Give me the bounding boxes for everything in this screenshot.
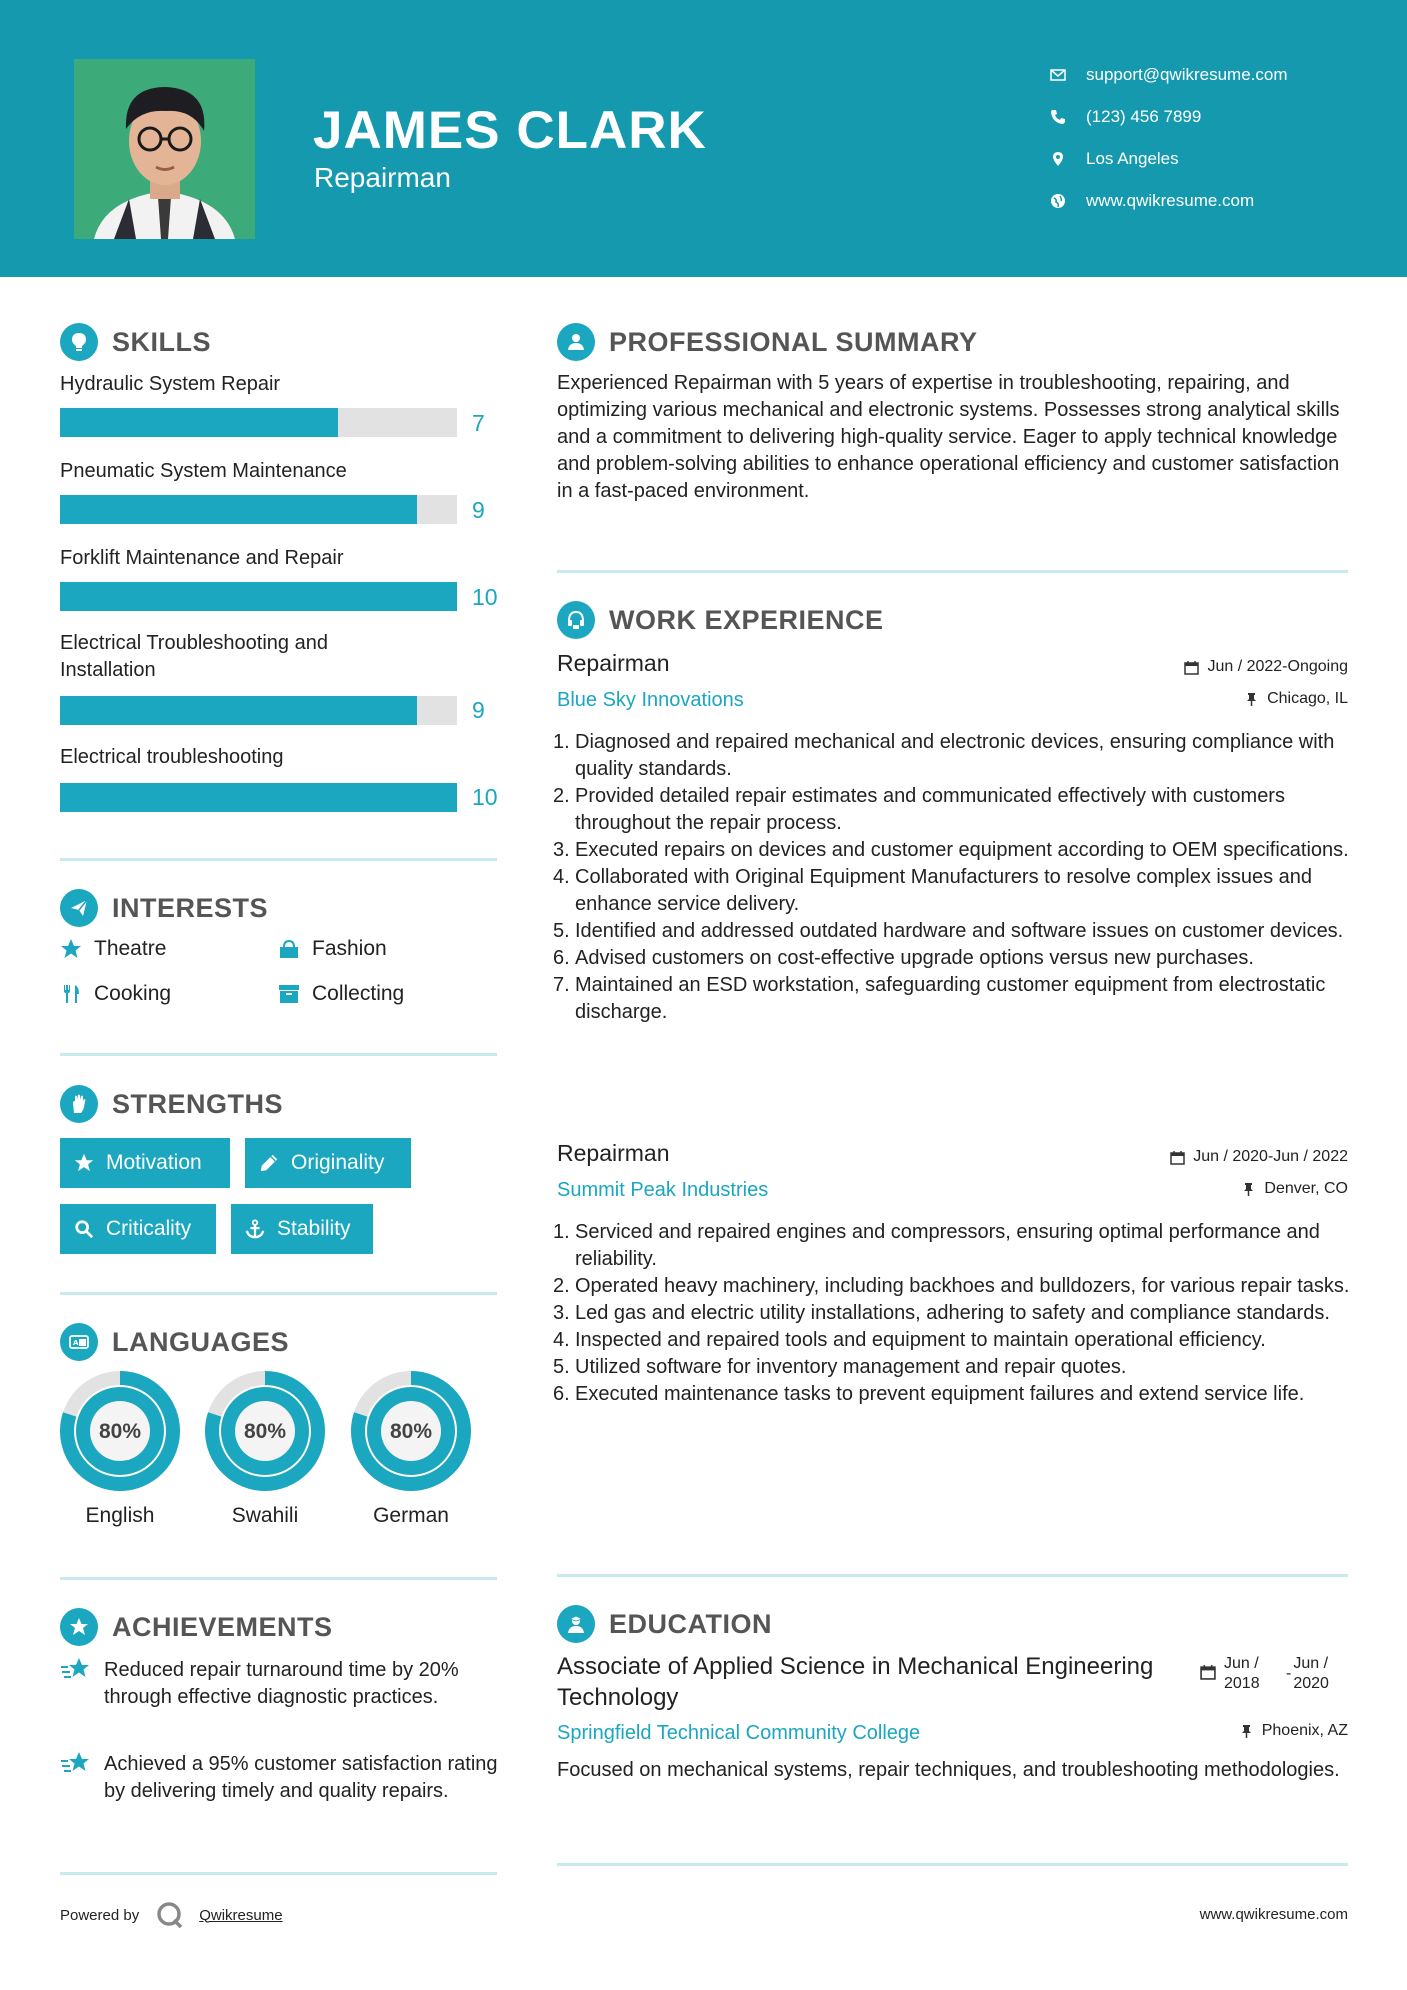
star-icon — [60, 938, 82, 960]
strengths-heading — [60, 1085, 283, 1123]
language-percent: 80% — [98, 1420, 142, 1443]
job-dates — [1170, 1148, 1348, 1166]
job-location-text: Denver, CO — [1264, 1180, 1348, 1197]
language-percent: 80% — [243, 1420, 287, 1443]
cutlery-icon — [60, 983, 82, 1005]
job-dates — [1184, 658, 1348, 676]
skill-bar-fill — [60, 582, 457, 611]
education-location-text: Phoenix, AZ — [1261, 1722, 1348, 1739]
interest-label: Collecting — [312, 982, 405, 1005]
language-item — [350, 1370, 472, 1528]
powered-by-text: Powered by — [60, 1906, 140, 1924]
summary-heading — [557, 323, 978, 361]
map-pin-icon — [1050, 151, 1086, 167]
strength-label: Criticality — [106, 1217, 192, 1240]
duty-item: Led gas and electric utility installations, adhering to safety and compliance standards. — [575, 1302, 1330, 1324]
pushpin-icon — [1241, 1182, 1256, 1197]
education-heading-text: EDUCATION — [609, 1608, 772, 1639]
education-dates — [1200, 1654, 1355, 1694]
pencil-icon — [259, 1153, 279, 1173]
shooting-star-icon — [60, 1655, 92, 1685]
language-item — [204, 1370, 326, 1528]
work-heading-text: WORK EXPERIENCE — [609, 604, 884, 635]
skill-name: Electrical troubleshooting — [60, 746, 284, 768]
pushpin-icon — [1239, 1724, 1254, 1739]
award-star-icon — [60, 1608, 98, 1646]
strength-tag — [60, 1204, 216, 1254]
footer-powered-by — [60, 1900, 283, 1930]
job-dates-text: Jun / 2022-Ongoing — [1207, 658, 1348, 675]
strength-label: Motivation — [106, 1151, 202, 1174]
languages-heading-text: LANGUAGES — [112, 1326, 290, 1357]
skill-value: 9 — [472, 697, 485, 723]
paper-plane-icon — [60, 889, 98, 927]
skill-name: Electrical Troubleshooting and Installation — [60, 632, 328, 681]
skill-bar — [60, 696, 457, 725]
contact-location — [1050, 138, 1380, 180]
strengths-heading-text: STRENGTHS — [112, 1088, 284, 1119]
calendar-icon — [1170, 1150, 1185, 1165]
contact-website[interactable] — [1050, 180, 1380, 222]
star-icon — [74, 1153, 94, 1173]
interest-item — [278, 937, 387, 961]
section-divider — [557, 1574, 1348, 1577]
skill-bar-fill — [60, 783, 457, 812]
candidate-name: JAMES CLARK — [313, 101, 707, 160]
job-title: Repairman — [557, 650, 670, 676]
duty-item: Advised customers on cost-effective upgrade options versus new purchases. — [575, 947, 1254, 969]
skill-bar-fill — [60, 408, 338, 437]
qwikresume-link[interactable]: Qwikresume — [199, 1906, 283, 1924]
skill-bar — [60, 495, 457, 524]
duty-item: Provided detailed repair estimates and communicated effectively with customers throughout the repair process. — [575, 785, 1285, 834]
skill-bar-fill — [60, 696, 417, 725]
duty-item: Collaborated with Original Equipment Manufacturers to resolve complex issues and enhance service delivery. — [575, 866, 1313, 915]
education-start: Jun / 2018 — [1224, 1655, 1260, 1692]
anchor-icon — [245, 1219, 265, 1239]
candidate-title: Repairman — [314, 162, 451, 193]
job-location-text: Chicago, IL — [1267, 690, 1348, 707]
education-description: Focused on mechanical systems, repair techniques, and troubleshooting methodologies. — [557, 1759, 1340, 1781]
hand-icon — [60, 1085, 98, 1123]
language-name: German — [373, 1504, 449, 1527]
job-company: Summit Peak Industries — [557, 1179, 769, 1201]
duty-item: Utilized software for inventory management and repair quotes. — [575, 1356, 1127, 1378]
calendar-icon — [1184, 660, 1199, 675]
achievements-heading — [60, 1608, 333, 1646]
language-ring — [204, 1370, 326, 1492]
language-name: English — [85, 1504, 155, 1527]
language-ring — [59, 1370, 181, 1492]
lightbulb-icon — [60, 323, 98, 361]
section-divider — [60, 1292, 497, 1295]
interest-item — [278, 982, 404, 1006]
skill-bar — [60, 408, 457, 437]
skill-bar-fill — [60, 495, 417, 524]
skill-bar — [60, 783, 457, 812]
achievement-item — [60, 1751, 500, 1805]
language-percent: 80% — [389, 1420, 433, 1443]
job-title: Repairman — [557, 1140, 670, 1166]
education-degree: Associate of Applied Science in Mechanical Engineering Technology — [557, 1653, 1154, 1711]
languages-heading — [60, 1323, 289, 1361]
skill-name: Forklift Maintenance and Repair — [60, 547, 344, 569]
interests-heading — [60, 889, 268, 927]
contact-email-text: support@qwikresume.com — [1086, 65, 1288, 84]
job-location — [1241, 1180, 1348, 1198]
skill-bar — [60, 582, 457, 611]
duty-item: Diagnosed and repaired mechanical and electronic devices, ensuring compliance with quality standards. — [575, 731, 1335, 780]
achievement-item — [60, 1657, 500, 1711]
section-divider — [60, 1577, 497, 1580]
contact-website-text: www.qwikresume.com — [1086, 191, 1255, 210]
user-icon — [557, 323, 595, 361]
summary-text: Experienced Repairman with 5 years of expertise in troubleshooting, repairing, and optimizing various mechanical and electronic systems. Possesses strong analytical skills and a commitment to delivering high-quality service. Eager to apply technical knowledge and problem-solving abilities to enhance operational efficiency and customer satisfaction in a fast-paced environment. — [557, 372, 1340, 502]
section-divider — [60, 858, 497, 861]
shopping-bag-icon — [278, 938, 300, 960]
language-ring — [350, 1370, 472, 1492]
resume-header — [0, 0, 1407, 277]
skill-value: 10 — [472, 584, 498, 610]
work-heading — [557, 601, 884, 639]
achievement-text: Achieved a 95% customer satisfaction rating by delivering timely and quality repairs. — [104, 1753, 498, 1802]
duty-item: Serviced and repaired engines and compressors, ensuring optimal performance and reliability. — [575, 1221, 1320, 1270]
profile-photo — [74, 59, 255, 239]
phone-icon — [1050, 109, 1086, 125]
calendar-icon — [1200, 1664, 1216, 1680]
interest-label: Fashion — [312, 937, 387, 960]
strength-label: Stability — [277, 1217, 351, 1240]
pushpin-icon — [1244, 692, 1259, 707]
duty-item: Maintained an ESD workstation, safeguarding customer equipment from electrostatic discharge. — [575, 974, 1326, 1023]
skill-value: 10 — [472, 784, 498, 810]
skill-name: Hydraulic System Repair — [60, 373, 281, 395]
svg-text:A: A — [73, 1339, 79, 1347]
language-name: Swahili — [231, 1504, 299, 1527]
achievement-text: Reduced repair turnaround time by 20% through effective diagnostic practices. — [104, 1659, 459, 1708]
duty-item: Executed maintenance tasks to prevent equipment failures and extend service life. — [575, 1383, 1305, 1405]
interest-label: Cooking — [94, 982, 172, 1005]
profile-photo-illustration — [74, 59, 255, 239]
summary-heading-text: PROFESSIONAL SUMMARY — [609, 326, 978, 357]
duty-item: Operated heavy machinery, including backhoes and bulldozers, for various repair tasks. — [575, 1275, 1350, 1297]
skill-name: Pneumatic System Maintenance — [60, 460, 347, 482]
shooting-star-icon — [60, 1749, 92, 1779]
envelope-icon — [1050, 67, 1086, 83]
duty-item: Identified and addressed outdated hardware and software issues on customer devices. — [575, 920, 1344, 942]
education-location — [1239, 1722, 1348, 1740]
contact-email[interactable] — [1050, 54, 1380, 96]
globe-icon — [1050, 193, 1086, 209]
education-heading — [557, 1605, 772, 1643]
skills-heading — [60, 323, 211, 361]
section-divider — [60, 1053, 497, 1056]
duty-item: Inspected and repaired tools and equipment to maintain operational efficiency. — [575, 1329, 1266, 1351]
interests-heading-text: INTERESTS — [112, 892, 269, 923]
achievements-heading-text: ACHIEVEMENTS — [112, 1611, 333, 1642]
interest-label: Theatre — [94, 937, 167, 960]
language-item — [59, 1370, 181, 1528]
search-icon — [74, 1219, 94, 1239]
section-divider — [60, 1872, 497, 1875]
education-end: Jun / 2020 — [1293, 1655, 1329, 1692]
duty-item: Executed repairs on devices and customer equipment according to OEM specifications. — [575, 839, 1349, 861]
strength-tag — [245, 1138, 411, 1188]
skill-value: 7 — [472, 410, 485, 436]
contact-phone[interactable] — [1050, 96, 1380, 138]
archive-box-icon — [278, 983, 300, 1005]
section-divider — [557, 570, 1348, 573]
skill-value: 9 — [472, 497, 485, 523]
footer-website[interactable]: www.qwikresume.com — [1199, 1906, 1348, 1923]
strength-tag — [60, 1138, 230, 1188]
contact-list — [1050, 54, 1380, 222]
job-dates-text: Jun / 2020-Jun / 2022 — [1193, 1148, 1348, 1165]
graduate-icon — [557, 1605, 595, 1643]
job-location — [1244, 690, 1348, 708]
job-company: Blue Sky Innovations — [557, 689, 744, 711]
skills-heading-text: SKILLS — [112, 326, 212, 357]
contact-location-text: Los Angeles — [1086, 149, 1179, 168]
interest-item — [60, 982, 171, 1006]
education-school: Springfield Technical Community College — [557, 1722, 921, 1744]
strength-tag — [231, 1204, 373, 1254]
section-divider — [557, 1863, 1348, 1866]
headset-icon — [557, 601, 595, 639]
job-duties — [575, 1219, 1350, 1408]
translate-icon — [60, 1323, 98, 1361]
qwikresume-logo-icon — [155, 1900, 185, 1930]
interest-item — [60, 937, 166, 961]
contact-phone-text: (123) 456 7899 — [1086, 107, 1202, 126]
education-date-dash: - — [1286, 1665, 1292, 1682]
strength-label: Originality — [291, 1151, 385, 1174]
job-duties — [575, 729, 1350, 1026]
